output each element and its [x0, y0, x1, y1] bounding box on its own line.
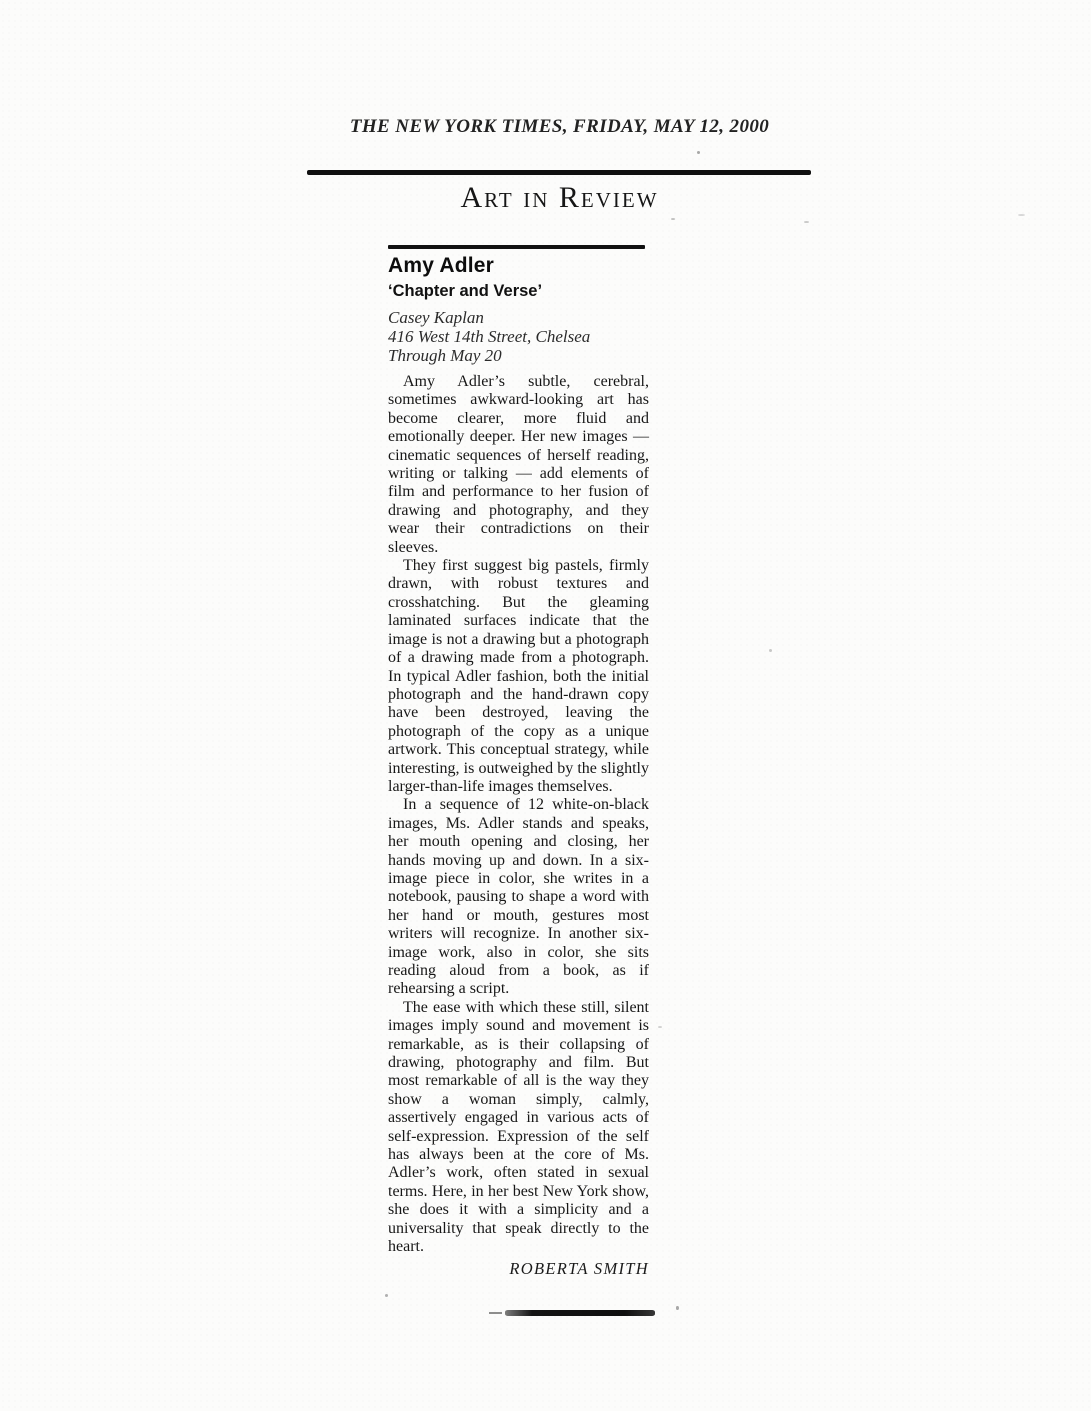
exhibition-dates: Through May 20	[388, 346, 502, 365]
byline: ROBERTA SMITH	[509, 1258, 649, 1278]
scan-speckle	[804, 221, 809, 223]
venue-block	[388, 308, 649, 365]
scan-smudge	[489, 1312, 502, 1314]
exhibition-title: ‘Chapter and Verse’	[388, 282, 543, 300]
article-paragraph: Amy Adler’s subtle, cerebral, sometimes awkward-looking art has become clearer, more fluid and emotionally deeper. Her new images — cinematic sequences of herself reading, writing or talking — add elements of film and performance to her fusion of drawing and photography, and they wear their contradictions on their sleeves.	[388, 373, 649, 556]
section-divider-rule	[307, 170, 811, 175]
article-paragraph: The ease with which these still, silent images imply sound and movement is remarkable, as is their collapsing of drawing, photography and film. But most remarkable of all is the way they show a woman simply, calmly, assertively engaged in various acts of self-expression. Expression of the self has always been at the core of Ms. Adler’s work, often stated in sexual terms. Here, in her best New York show, she does it with a simplicity and a universality that speak directly to the heart.	[388, 998, 649, 1256]
article-paragraph: In a sequence of 12 white-on-black images, Ms. Adler stands and speaks, her mouth opening and closing, her hands moving up and down. In a six-image piece in color, she writes in a notebook, pausing to shape a word with her hand or mouth, gestures most writers will recognize. In another six-image work, also in color, she sits reading aloud from a book, as if rehearsing a script.	[388, 796, 649, 998]
scan-speckle	[385, 1294, 388, 1297]
article-end-rule	[505, 1310, 655, 1316]
newspaper-masthead: THE NEW YORK TIMES, FRIDAY, MAY 12, 2000	[349, 116, 770, 137]
scan-speckle	[697, 151, 700, 154]
section-title: Art in Review	[460, 181, 659, 214]
review-article	[388, 245, 649, 1279]
gallery-name: Casey Kaplan	[388, 308, 484, 327]
scan-speckle	[1018, 214, 1025, 216]
scan-speckle	[658, 1026, 662, 1028]
scan-speckle	[671, 218, 675, 220]
article-paragraph: They first suggest big pastels, firmly drawn, with robust textures and crosshatching. But the gleaming laminated surfaces indicate that the image is not a drawing but a photograph of a drawing made from a photograph. In typical Adler fashion, both the initial photograph and the hand-drawn copy have been destroyed, leaving the photograph of the copy as a unique artwork. This conceptual strategy, while interesting, is outweighed by the slightly larger-than-life images themselves.	[388, 557, 649, 795]
scan-speckle	[676, 1306, 679, 1310]
article-body	[388, 373, 649, 1257]
scan-speckle	[769, 649, 772, 652]
article-top-rule	[388, 245, 645, 249]
artist-name: Amy Adler	[388, 254, 495, 277]
gallery-address: 416 West 14th Street, Chelsea	[388, 327, 591, 346]
